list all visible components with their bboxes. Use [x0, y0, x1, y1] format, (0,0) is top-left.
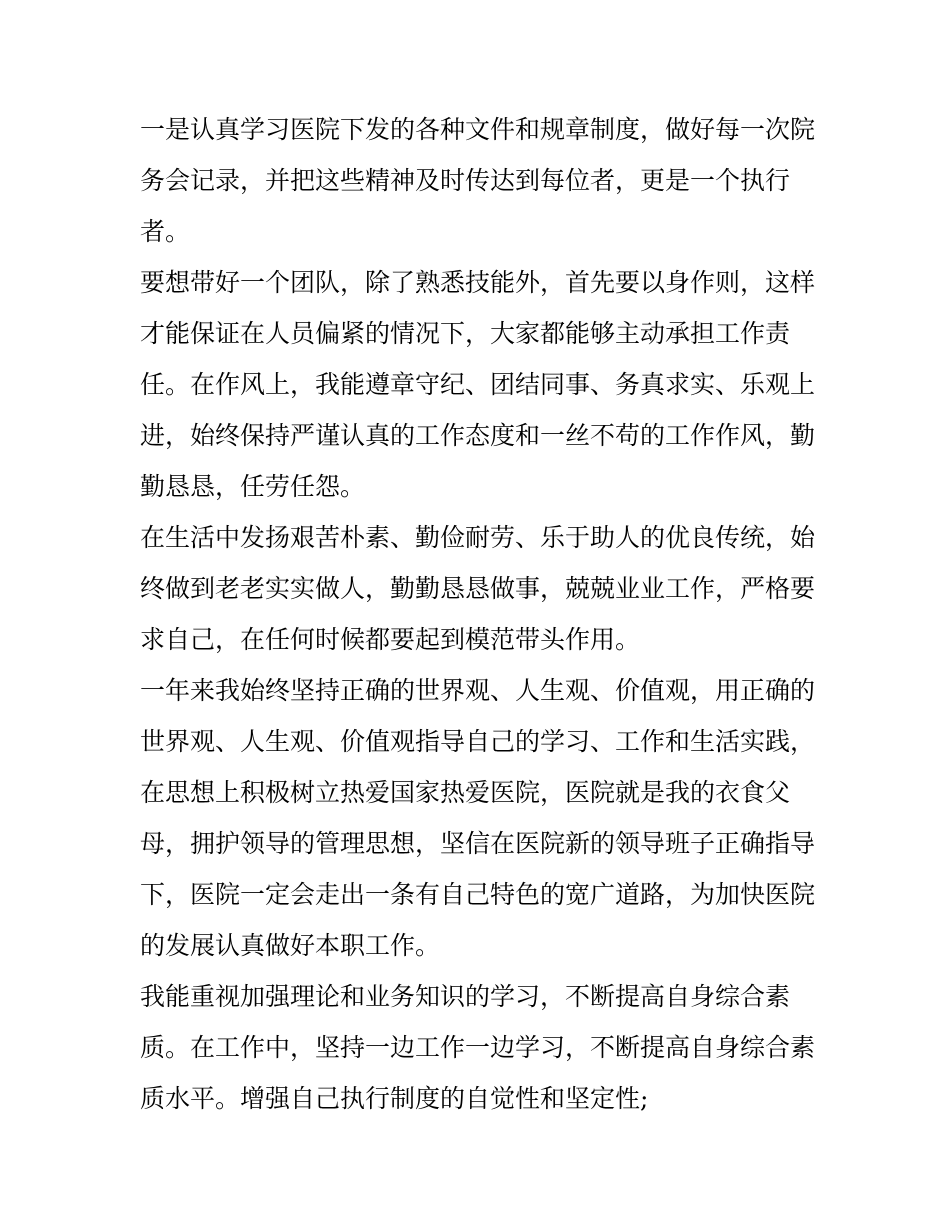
paragraph-worldview: 一年来我始终坚持正确的世界观、人生观、价值观，用正确的世界观、人生观、价值观指导自己的学习、工作和生活实践，在思想上积极树立热爱国家热爱医院，医院就是我的衣食父母，拥护领导的管理思想，坚信在医院新的领导班子正确指导下，医院一定会走出一条有自己特色的宽广道路，为加快医院的发展认真做好本职工作。	[140, 676, 816, 960]
document-body	[140, 104, 815, 1124]
paragraph-life-conduct: 在生活中发扬艰苦朴素、勤俭耐劳、乐于助人的优良传统，始终做到老老实实做人，勤勤恳恳做事，兢兢业业工作，严格要求自己，在任何时候都要起到模范带头作用。	[140, 523, 816, 654]
paragraph-team-leadership: 要想带好一个团队，除了熟悉技能外，首先要以身作则，这样才能保证在人员偏紧的情况下，大家都能够主动承担工作责任。在作风上，我能遵章守纪、团结同事、务真求实、乐观上进，始终保持严谨认真的工作态度和一丝不苟的工作作风，勤勤恳恳，任劳任怨。	[140, 268, 816, 501]
paragraph-study-regulations: 一是认真学习医院下发的各种文件和规章制度，做好每一次院务会记录，并把这些精神及时传达到每位者，更是一个执行者。	[140, 115, 816, 246]
paragraph-learning: 我能重视加强理论和业务知识的学习，不断提高自身综合素质。在工作中，坚持一边工作一边学习，不断提高自身综合素质水平。增强自己执行制度的自觉性和坚定性;	[140, 982, 816, 1113]
